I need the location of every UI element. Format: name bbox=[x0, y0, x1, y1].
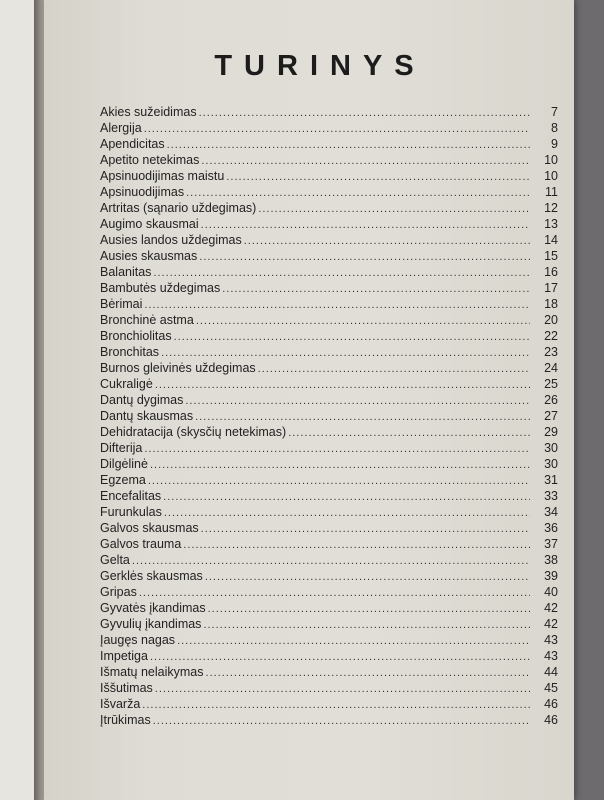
toc-entry-page-number: 23 bbox=[544, 345, 558, 359]
toc-entry bbox=[100, 680, 558, 696]
toc-entry-page-number: 18 bbox=[544, 297, 558, 311]
toc-entry bbox=[100, 424, 558, 440]
toc-entry bbox=[100, 376, 558, 392]
toc-entry-title: Gelta bbox=[100, 553, 130, 567]
toc-entry-page-number: 24 bbox=[544, 361, 558, 375]
toc-entry-page-number: 43 bbox=[544, 633, 558, 647]
toc-leader-dots bbox=[150, 649, 530, 665]
toc-leader-dots bbox=[177, 633, 530, 649]
toc-entry bbox=[100, 664, 558, 680]
toc-entry bbox=[100, 152, 558, 168]
toc-leader-dots bbox=[195, 409, 530, 425]
toc-entry-page-number: 14 bbox=[544, 233, 558, 247]
toc-entry bbox=[100, 184, 558, 200]
toc-entry bbox=[100, 456, 558, 472]
toc-leader-dots bbox=[183, 537, 530, 553]
toc-leader-dots bbox=[205, 569, 530, 585]
toc-entry bbox=[100, 216, 558, 232]
toc-leader-dots bbox=[155, 681, 530, 697]
toc-leader-dots bbox=[155, 377, 530, 393]
toc-entry-title: Gerklės skausmas bbox=[100, 569, 203, 583]
toc-entry-title: Apsinuodijimas bbox=[100, 185, 185, 199]
toc-entry-page-number: 34 bbox=[544, 505, 558, 519]
toc-entry bbox=[100, 280, 558, 296]
toc-leader-dots bbox=[153, 265, 530, 281]
toc-leader-dots bbox=[258, 201, 530, 217]
toc-entry bbox=[100, 104, 558, 120]
toc-entry bbox=[100, 504, 558, 520]
toc-leader-dots bbox=[244, 233, 530, 249]
toc-leader-dots bbox=[258, 361, 530, 377]
page-title: TURINYS bbox=[214, 50, 426, 82]
toc-entry-page-number: 40 bbox=[544, 585, 558, 599]
toc-leader-dots bbox=[161, 345, 530, 361]
toc-entry-title: Bronchinė astma bbox=[100, 313, 194, 327]
toc-entry-title: Bėrimai bbox=[100, 297, 143, 311]
toc-entry-title: Impetiga bbox=[100, 649, 148, 663]
toc-leader-dots bbox=[144, 441, 530, 457]
toc-entry bbox=[100, 440, 558, 456]
toc-leader-dots bbox=[208, 601, 530, 617]
toc-leader-dots bbox=[185, 393, 530, 409]
toc-entry-page-number: 38 bbox=[544, 553, 558, 567]
toc-entry-page-number: 7 bbox=[551, 105, 558, 119]
toc-entry-page-number: 37 bbox=[544, 537, 558, 551]
toc-leader-dots bbox=[144, 121, 530, 137]
toc-entry-page-number: 31 bbox=[544, 473, 558, 487]
toc-entry bbox=[100, 296, 558, 312]
toc-leader-dots bbox=[199, 105, 530, 121]
toc-entry-title: Įtrūkimas bbox=[100, 713, 151, 727]
toc-entry-title: Bronchiolitas bbox=[100, 329, 172, 343]
toc-entry bbox=[100, 536, 558, 552]
toc-entry-page-number: 42 bbox=[544, 601, 558, 615]
toc-leader-dots bbox=[132, 553, 530, 569]
toc-entry-title: Apsinuodijimas maistu bbox=[100, 169, 225, 183]
toc-entry-title: Bronchitas bbox=[100, 345, 160, 359]
toc-entry-page-number: 30 bbox=[544, 457, 558, 471]
toc-entry bbox=[100, 472, 558, 488]
toc-entry-title: Išvarža bbox=[100, 697, 141, 711]
toc-entry bbox=[100, 200, 558, 216]
toc-entry-page-number: 17 bbox=[544, 281, 558, 295]
toc-entry-title: Ausies landos uždegimas bbox=[100, 233, 242, 247]
toc-entry bbox=[100, 328, 558, 344]
toc-entry-title: Alergija bbox=[100, 121, 142, 135]
toc-entry bbox=[100, 168, 558, 184]
toc-leader-dots bbox=[206, 665, 530, 681]
toc-entry bbox=[100, 616, 558, 632]
toc-entry bbox=[100, 232, 558, 248]
toc-entry bbox=[100, 520, 558, 536]
toc-entry-page-number: 46 bbox=[544, 697, 558, 711]
toc-entry-title: Dehidratacija (skysčių netekimas) bbox=[100, 425, 287, 439]
toc-leader-dots bbox=[196, 313, 530, 329]
toc-entry bbox=[100, 712, 558, 728]
toc-leader-dots bbox=[201, 153, 530, 169]
toc-leader-dots bbox=[222, 281, 530, 297]
toc-entry bbox=[100, 120, 558, 136]
toc-entry-page-number: 12 bbox=[544, 201, 558, 215]
toc-entry bbox=[100, 552, 558, 568]
toc-leader-dots bbox=[288, 425, 530, 441]
toc-entry-title: Balanitas bbox=[100, 265, 152, 279]
toc-leader-dots bbox=[153, 713, 530, 729]
toc-entry-title: Difterija bbox=[100, 441, 143, 455]
toc-entry-page-number: 8 bbox=[551, 121, 558, 135]
book-spine-shadow bbox=[34, 0, 44, 800]
toc-entry-page-number: 10 bbox=[544, 169, 558, 183]
toc-entry-title: Dantų skausmas bbox=[100, 409, 194, 423]
toc-entry-title: Įaugęs nagas bbox=[100, 633, 176, 647]
toc-entry-title: Gyvatės įkandimas bbox=[100, 601, 206, 615]
toc-entry-title: Augimo skausmai bbox=[100, 217, 199, 231]
toc-leader-dots bbox=[142, 697, 530, 713]
toc-leader-dots bbox=[226, 169, 530, 185]
toc-entry-page-number: 43 bbox=[544, 649, 558, 663]
toc-entry bbox=[100, 568, 558, 584]
toc-entry-title: Dilgėlinė bbox=[100, 457, 148, 471]
toc-entry bbox=[100, 648, 558, 664]
toc-entry bbox=[100, 360, 558, 376]
toc-entry-page-number: 10 bbox=[544, 153, 558, 167]
toc-leader-dots bbox=[203, 617, 530, 633]
toc-entry bbox=[100, 264, 558, 280]
toc-entry-page-number: 46 bbox=[544, 713, 558, 727]
toc-entry bbox=[100, 312, 558, 328]
toc-entry-page-number: 25 bbox=[544, 377, 558, 391]
toc-entry bbox=[100, 488, 558, 504]
toc-entry-title: Galvos skausmas bbox=[100, 521, 199, 535]
background-left bbox=[0, 0, 34, 800]
toc-leader-dots bbox=[186, 185, 530, 201]
toc-entry bbox=[100, 248, 558, 264]
toc-entry-page-number: 20 bbox=[544, 313, 558, 327]
toc-leader-dots bbox=[148, 473, 530, 489]
toc-leader-dots bbox=[199, 249, 530, 265]
toc-leader-dots bbox=[164, 505, 530, 521]
toc-entry-title: Bambutės uždegimas bbox=[100, 281, 221, 295]
toc-entry-title: Burnos gleivinės uždegimas bbox=[100, 361, 256, 375]
toc-entry-title: Galvos trauma bbox=[100, 537, 182, 551]
toc-entry bbox=[100, 136, 558, 152]
toc-entry-page-number: 15 bbox=[544, 249, 558, 263]
toc-leader-dots bbox=[144, 297, 530, 313]
toc-leader-dots bbox=[167, 137, 530, 153]
toc-leader-dots bbox=[139, 585, 530, 601]
toc-entry-page-number: 45 bbox=[544, 681, 558, 695]
toc-entry bbox=[100, 696, 558, 712]
toc-entry-title: Ausies skausmas bbox=[100, 249, 198, 263]
toc-entry-title: Apetito netekimas bbox=[100, 153, 200, 167]
toc-entry-title: Išmatų nelaikymas bbox=[100, 665, 204, 679]
toc-entry-page-number: 11 bbox=[545, 185, 558, 199]
toc-leader-dots bbox=[201, 521, 530, 537]
toc-entry-page-number: 27 bbox=[544, 409, 558, 423]
toc-entry bbox=[100, 584, 558, 600]
toc-entry-title: Gyvulių įkandimas bbox=[100, 617, 202, 631]
toc-entry-page-number: 29 bbox=[544, 425, 558, 439]
toc-entry bbox=[100, 600, 558, 616]
toc-entry bbox=[100, 392, 558, 408]
toc-entry-title: Gripas bbox=[100, 585, 137, 599]
toc-entry-title: Dantų dygimas bbox=[100, 393, 184, 407]
toc-entry-page-number: 22 bbox=[544, 329, 558, 343]
toc-entry bbox=[100, 408, 558, 424]
toc-leader-dots bbox=[163, 489, 530, 505]
table-of-contents bbox=[100, 104, 558, 728]
toc-entry-title: Artritas (sąnario uždegimas) bbox=[100, 201, 257, 215]
toc-entry-page-number: 42 bbox=[544, 617, 558, 631]
toc-entry-page-number: 39 bbox=[544, 569, 558, 583]
toc-entry-title: Furunkulas bbox=[100, 505, 162, 519]
toc-entry-page-number: 26 bbox=[544, 393, 558, 407]
toc-leader-dots bbox=[201, 217, 530, 233]
toc-entry-title: Cukraligė bbox=[100, 377, 153, 391]
toc-entry-page-number: 30 bbox=[544, 441, 558, 455]
toc-entry-title: Encefalitas bbox=[100, 489, 162, 503]
toc-entry-page-number: 36 bbox=[544, 521, 558, 535]
toc-entry-page-number: 44 bbox=[544, 665, 558, 679]
toc-entry bbox=[100, 344, 558, 360]
toc-entry-title: Apendicitas bbox=[100, 137, 165, 151]
toc-leader-dots bbox=[174, 329, 530, 345]
toc-entry bbox=[100, 632, 558, 648]
toc-leader-dots bbox=[150, 457, 530, 473]
toc-entry-page-number: 16 bbox=[544, 265, 558, 279]
toc-entry-page-number: 33 bbox=[544, 489, 558, 503]
toc-entry-title: Akies sužeidimas bbox=[100, 105, 197, 119]
toc-entry-title: Egzema bbox=[100, 473, 146, 487]
toc-entry-page-number: 13 bbox=[544, 217, 558, 231]
toc-entry-title: Iššutimas bbox=[100, 681, 153, 695]
toc-entry-page-number: 9 bbox=[551, 137, 558, 151]
